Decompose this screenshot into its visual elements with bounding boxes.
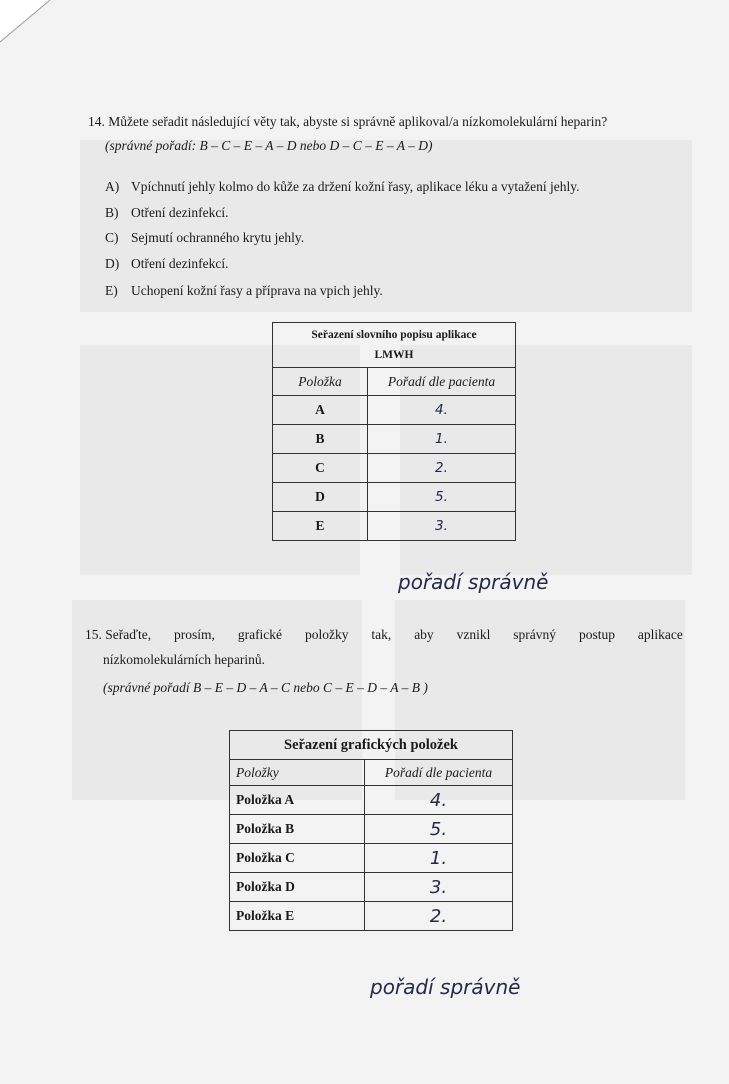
- table-row: Položka E 2.: [230, 902, 513, 931]
- handwritten-answer: 4.: [365, 786, 513, 815]
- q14-order-table: [272, 322, 516, 541]
- handwritten-answer: 1.: [368, 425, 516, 454]
- handwritten-answer: 1.: [365, 844, 513, 873]
- handwritten-answer: 3.: [365, 873, 513, 902]
- question-14-title: 14. Můžete seřadit následující věty tak, abyste si správně aplikoval/a nízkomolekulární heparin?: [88, 114, 608, 129]
- table-row: C 2.: [273, 454, 516, 483]
- q14-col-item: Položka: [273, 368, 368, 396]
- handwritten-answer: 5.: [368, 483, 516, 512]
- q15-col-order: Pořadí dle pacienta: [365, 760, 513, 786]
- q15-col-item: Položky: [230, 760, 365, 786]
- table-row: A 4.: [273, 396, 516, 425]
- q14-table-header: Seřazení slovního popisu aplikace LMWH: [273, 323, 516, 368]
- page-corner-fold-icon: [0, 0, 60, 50]
- table-row: Položka B 5.: [230, 815, 513, 844]
- q14-option-a: A) Vpíchnutí jehly kolmo do kůže za držení kožní řasy, aplikace léku a vytažení jehly.: [105, 179, 580, 194]
- q15-table-header: Seřazení grafických položek: [230, 731, 513, 760]
- handwritten-answer: 4.: [368, 396, 516, 425]
- q14-option-b: B) Otření dezinfekcí.: [105, 205, 229, 220]
- question-15-correct-order: (správné pořadí B – E – D – A – C nebo C – E – D – A – B ): [103, 680, 428, 695]
- handwritten-answer: 2.: [365, 902, 513, 931]
- q14-option-d: D) Otření dezinfekcí.: [105, 256, 229, 271]
- table-row: E 3.: [273, 512, 516, 541]
- q14-option-c: C) Sejmutí ochranného krytu jehly.: [105, 230, 305, 245]
- handwritten-answer: 3.: [368, 512, 516, 541]
- table-row: D 5.: [273, 483, 516, 512]
- table-row: Položka A 4.: [230, 786, 513, 815]
- q14-option-e: E) Uchopení kožní řasy a příprava na vpich jehly.: [105, 283, 383, 298]
- q15-order-table: [229, 730, 513, 931]
- table-row: Položka C 1.: [230, 844, 513, 873]
- q14-col-order: Pořadí dle pacienta: [368, 368, 516, 396]
- handwritten-answer: 5.: [365, 815, 513, 844]
- question-14-correct-order: (správné pořadí: B – C – E – A – D nebo D – C – E – A – D): [105, 138, 433, 153]
- handwritten-answer: 2.: [368, 454, 516, 483]
- question-15-title-line2: nízkomolekulárních heparinů.: [103, 652, 265, 667]
- table-row: Položka D 3.: [230, 873, 513, 902]
- question-15-title-line1: 15. Seřaďte, prosím, grafické položky tak, aby vznikl správný postup aplikace: [85, 627, 683, 642]
- handwritten-remark-q14: pořadí správně: [398, 570, 549, 594]
- table-row: B 1.: [273, 425, 516, 454]
- handwritten-remark-q15: pořadí správně: [370, 975, 521, 999]
